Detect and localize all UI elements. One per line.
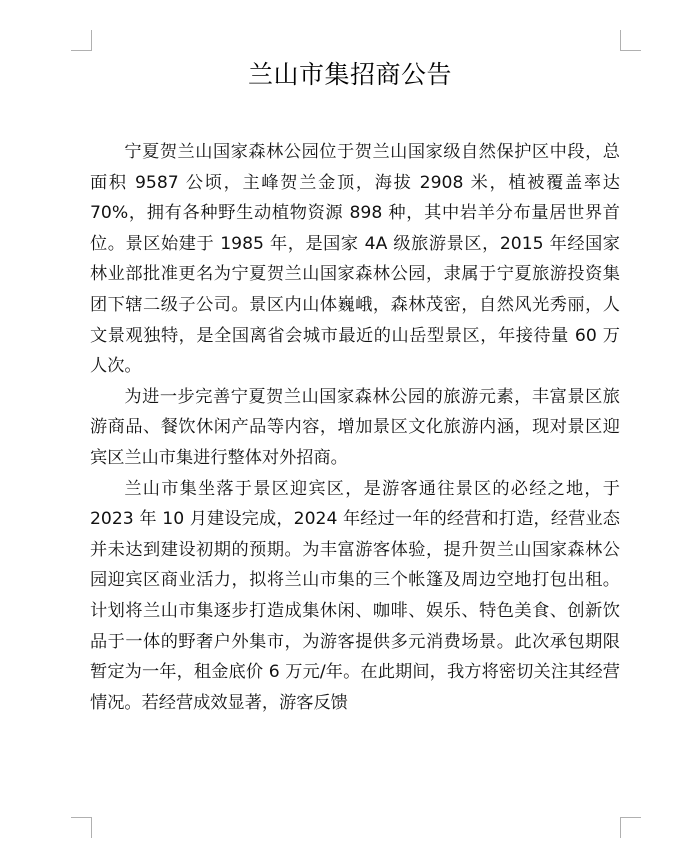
margin-corner-bottom-right [620,817,641,838]
document-title: 兰山市集招商公告 [247,60,452,89]
document-body [90,137,620,718]
paragraph-market-details: 兰山市集坐落于景区迎宾区，是游客通往景区的必经之地，于 2023 年 10 月建设完成，2024 年经过一年的经营和打造，经营业态并未达到建设初期的预期。为丰富游客体验，提升贺兰山国家森林公园迎宾区商业活力，拟将兰山市集的三个帐篷及周边空地打包出租。计划将兰山市集逐步打造成集休闲、咖啡、娱乐、特色美食、创新饮品于一体的野奢户外集市，为游客提供多元消费场景。此次承包期限暂定为一年，租金底价 6 万元/年。在此期间，我方将密切关注其经营情况。若经营成效显著，游客反馈 [90,478,620,713]
paragraph-purpose: 为进一步完善宁夏贺兰山国家森林公园的旅游元素，丰富景区旅游商品、餐饮休闲产品等内容，增加景区文化旅游内涵，现对景区迎宾区兰山市集进行整体对外招商。 [90,386,620,468]
margin-corner-top-right [620,30,641,51]
margin-corner-bottom-left [71,817,92,838]
margin-corner-top-left [71,30,92,51]
paragraph-intro: 宁夏贺兰山国家森林公园位于贺兰山国家级自然保护区中段，总面积 9587 公顷，主峰贺兰金顶，海拔 2908 米，植被覆盖率达 70%，拥有各种野生动植物资源 898 种，其中岩羊分布量居世界首位。景区始建于 1985 年，是国家 4A 级旅游景区，2015 年经国家林业部批准更名为宁夏贺兰山国家森林公园，隶属于宁夏旅游投资集团下辖二级子公司。景区内山体巍峨，森林茂密，自然风光秀丽，人文景观独特，是全国离省会城市最近的山岳型景区，年接待量 60 万人次。 [90,142,620,377]
